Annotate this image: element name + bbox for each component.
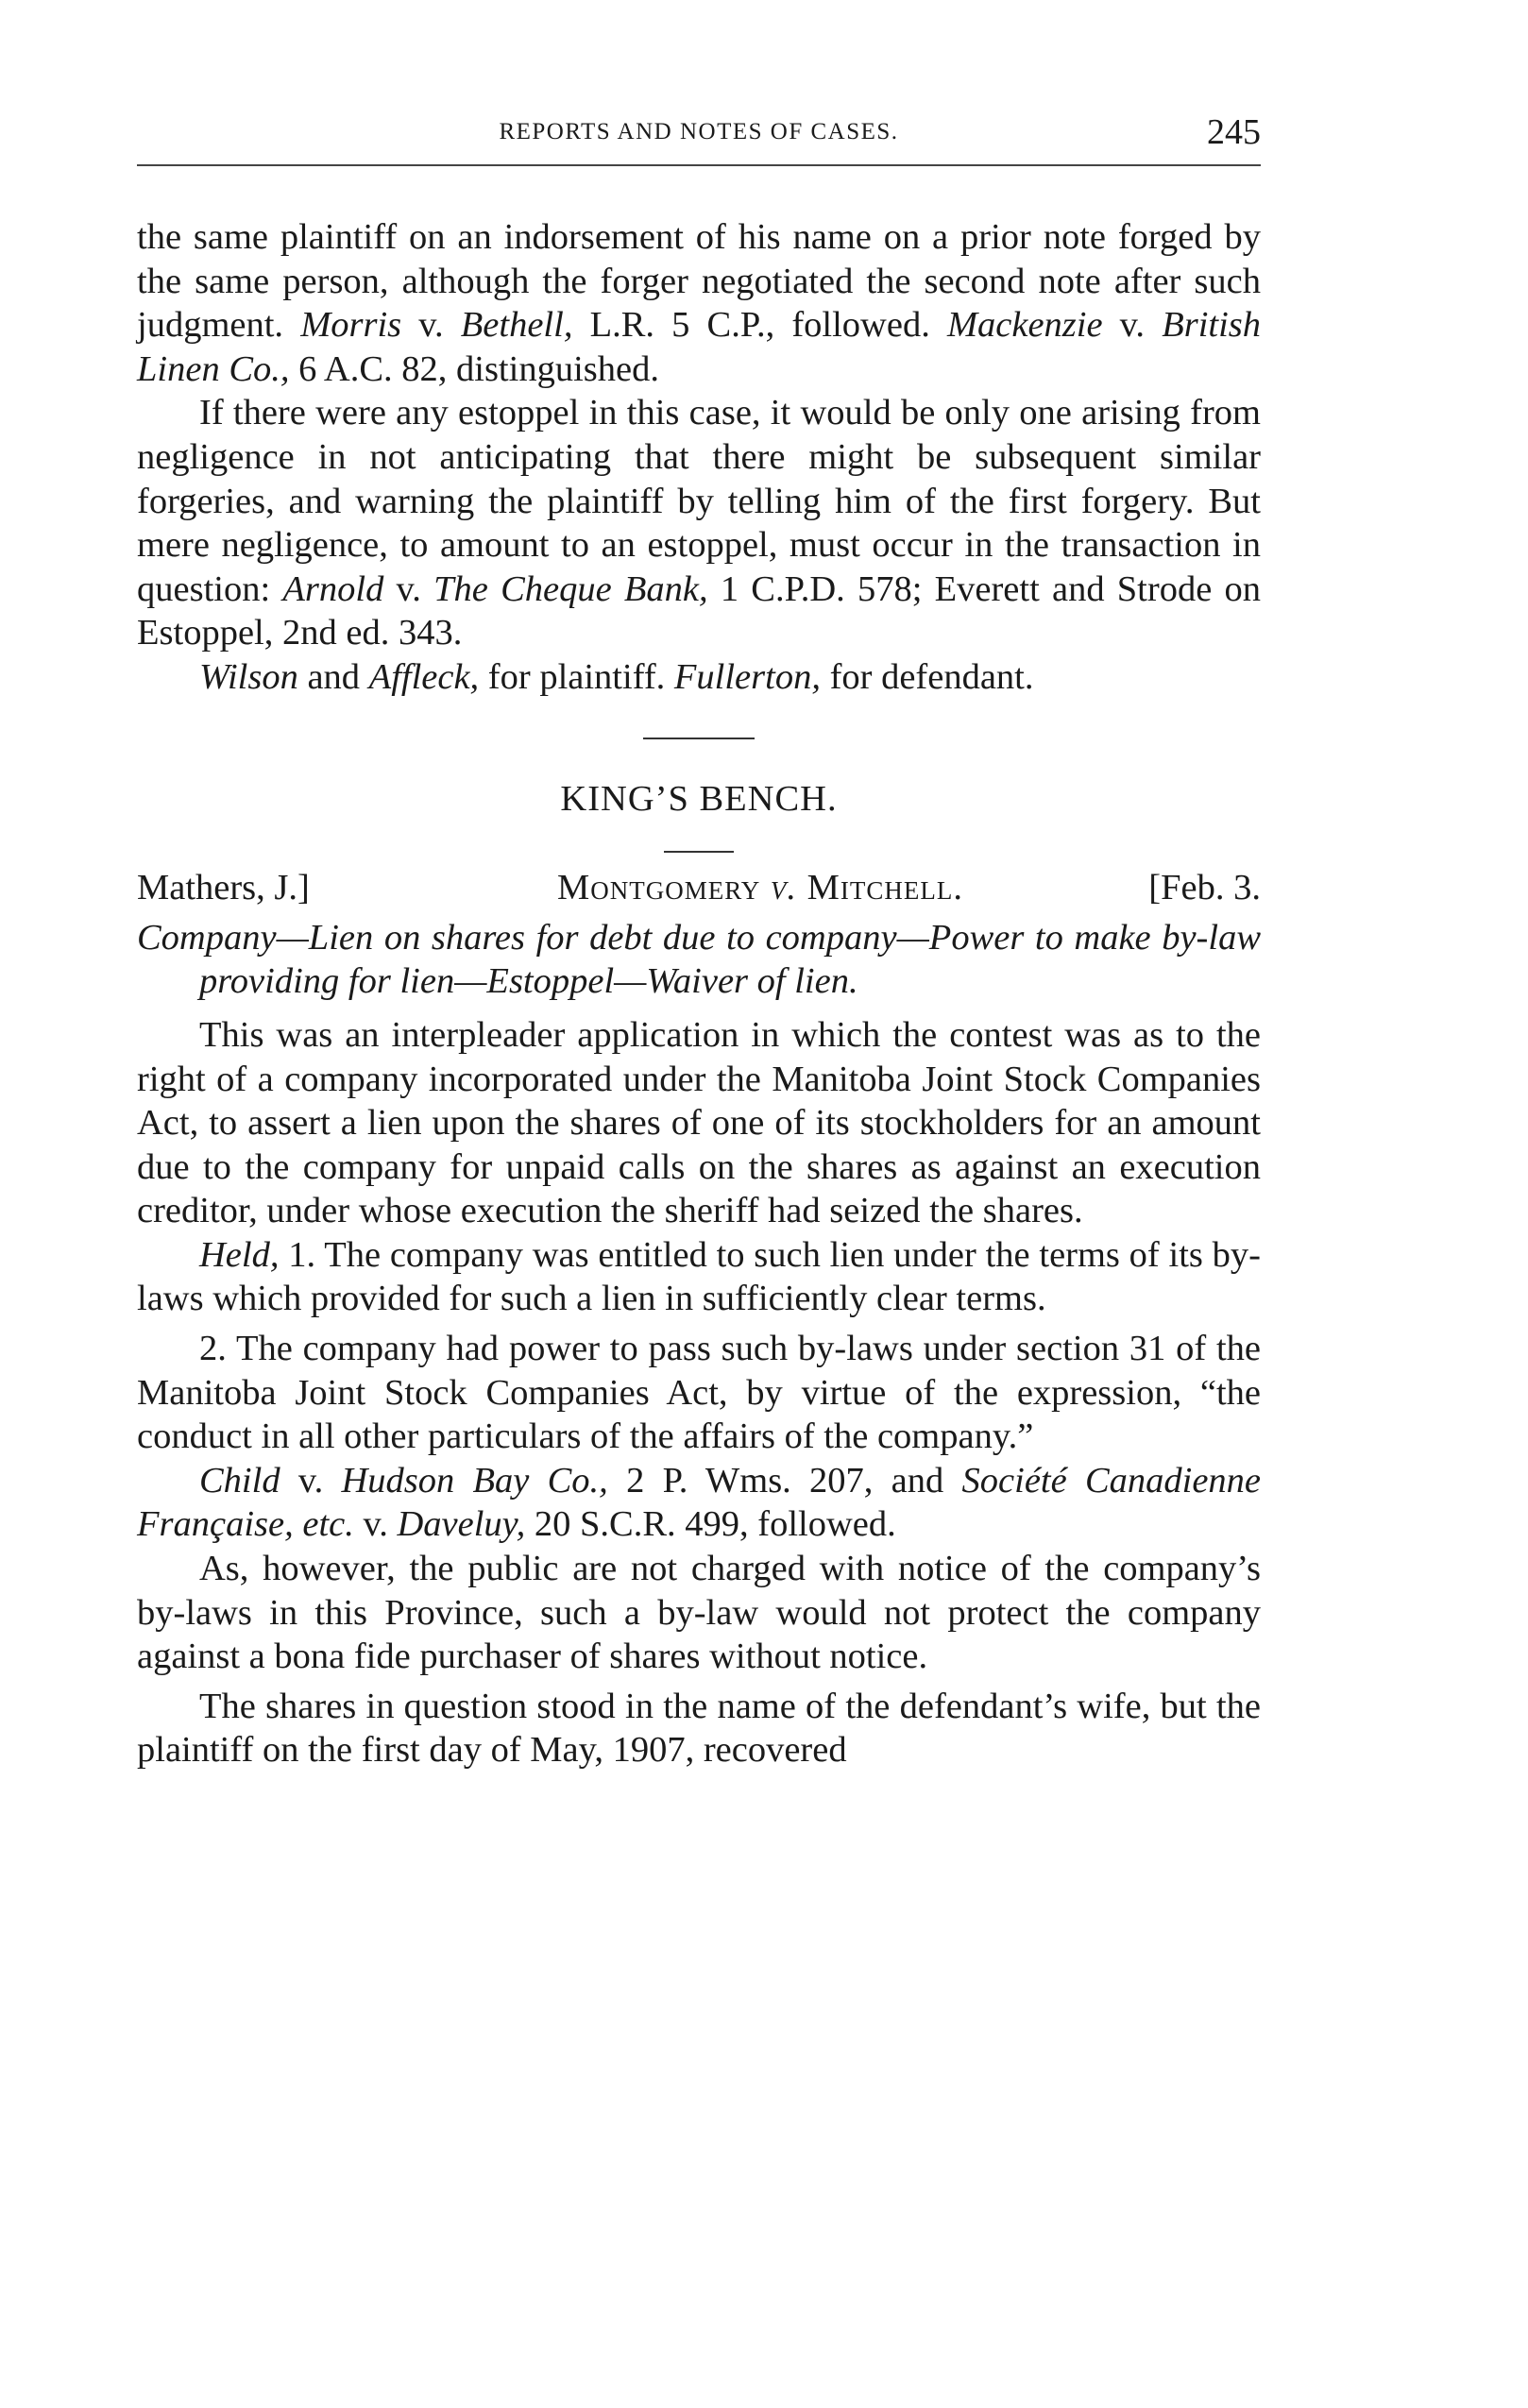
case-paragraph-1: This was an interpleader application in which the contest was as to the right of a company incorporated under the Manitoba Joint Stock Companies Act, to assert a lien upon the shares of one of its stockholders for an amount due to the company for unpaid calls on the shares as against an execution creditor, under whose execution the sheriff had seized the shares. (137, 1014, 1261, 1231)
case-date: [Feb. 3. (1148, 868, 1261, 908)
case-paragraph-4 (137, 1459, 1261, 1547)
case-caption (137, 866, 1261, 910)
case-paragraph-6: The shares in question stood in the name of the defendant’s wife, but the plaintiff on the first day of May, 1907, recovered (137, 1686, 1261, 1771)
case-paragraph-2 (137, 1233, 1261, 1321)
text-segment: 1. The company was entitled to such lien under the terms of its by-laws which provided for such a lien in sufficiently clear terms. (137, 1234, 1261, 1319)
text-segment: Mackenzie (946, 305, 1103, 346)
text-segment: 6 A.C. 82, distinguished. (289, 348, 659, 389)
text-segment: If there were any estoppel in this case, it would be only one arising from negligence in not anticipating that there might be subsequent similar forgeries, and warning the plaintiff by telling him of the first forgery. But mere negligence, to amount to an estoppel, must occur in the transaction in question: (137, 393, 1261, 609)
text-segment: 20 S.C.R. 499, followed. (525, 1504, 896, 1545)
case-versus: v. (770, 868, 798, 908)
body-text (137, 215, 1261, 1772)
header-rule (137, 164, 1261, 166)
headnote: Company—Lien on shares for debt due to company—Power to make by-law providing for lien—Estoppel—Waiver of lien. (137, 917, 1261, 1002)
case-plaintiff: Montgomery (557, 868, 761, 908)
text-segment: The Cheque Bank, (433, 568, 708, 609)
section-divider (643, 738, 755, 739)
case-defendant: Mitchell. (806, 868, 963, 908)
text-segment: the same plaintiff on an indorsement of his name on a prior note forged by the same person, although the forger negotiated the second note after such judgment. (137, 217, 1261, 346)
text-segment: Child (199, 1460, 280, 1501)
text-segment: Daveluy, (397, 1504, 526, 1545)
text-segment: and (297, 656, 369, 697)
text-segment: British Linen Co., (137, 305, 1262, 389)
text-segment: v. (1102, 305, 1163, 346)
text-segment: Affleck, (368, 656, 480, 697)
text-segment: 2 P. Wms. 207, and (607, 1460, 962, 1501)
text-segment: Arnold (282, 568, 384, 609)
judge-name: Mathers, J.] (137, 868, 310, 908)
text-segment: v. (353, 1504, 398, 1545)
case-paragraph-3: 2. The company had power to pass such by-laws under section 31 of the Manitoba Joint Stock Companies Act, by virtue of the expression, “the conduct in all other particulars of the affairs of the company.” (137, 1329, 1261, 1457)
counsel-line (137, 655, 1261, 700)
court-heading: KING’S BENCH. (560, 778, 838, 819)
page-number: 245 (1207, 112, 1261, 152)
text-segment: Wilson (199, 656, 298, 697)
previous-case-paragraph-1 (137, 215, 1261, 391)
previous-case-paragraph-2 (137, 391, 1261, 655)
text-segment: v. (383, 568, 434, 609)
text-segment: Morris (300, 305, 402, 346)
text-segment: for plaintiff. (479, 656, 674, 697)
text-segment: Held, (199, 1234, 280, 1275)
page-header (137, 111, 1261, 168)
court-divider (664, 851, 734, 853)
text-segment: Fullerton, (673, 656, 821, 697)
case-title (411, 866, 1110, 910)
text-segment: v. (280, 1460, 342, 1501)
text-segment: for defendant. (820, 656, 1034, 697)
case-paragraph-5: As, however, the public are not charged with notice of the company’s by-laws in this Province, such a by-law would not protect the company against a bona fide purchaser of shares without notice. (137, 1549, 1261, 1677)
text-segment: 1 C.P.D. 578; Everett and Strode on Estoppel, 2nd ed. 343. (137, 568, 1261, 653)
text-segment: L.R. 5 C.P., followed. (572, 305, 947, 346)
running-head: REPORTS AND NOTES OF CASES. (499, 119, 899, 144)
text-segment: v. (401, 305, 461, 346)
text-segment: Société Canadienne Française, etc. (137, 1460, 1261, 1545)
text-segment: Hudson Bay Co., (341, 1460, 608, 1501)
text-segment: Bethell, (460, 305, 573, 346)
